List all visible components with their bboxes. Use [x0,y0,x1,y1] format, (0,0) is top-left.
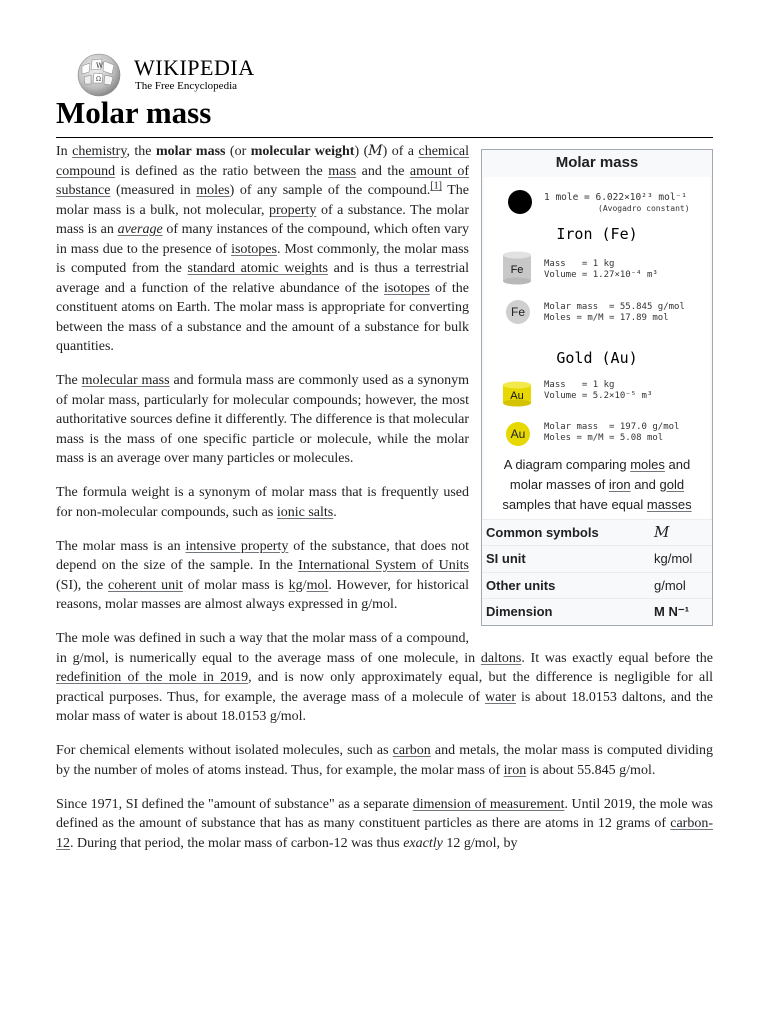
link-molecular-mass[interactable]: molecular mass [81,373,170,388]
iron-atom-icon: Fe [506,300,530,324]
caption-text: A diagram comparing [503,456,631,472]
term-molecular-weight: molecular weight [250,144,355,159]
infobox-row [482,546,712,573]
link-international-system-of-units[interactable]: International System of Units [298,558,469,573]
paragraph-7: Since 1971, SI defined the "amount of substance" as a separate dimension of measurement. Until 2019, the mole was defined as the amount of substance that has as many constituent particles as there are atoms in 12 grams of carbon-12. During that period, the molar mass of carbon-12 was thus exactly 12 g/mol, by [56,796,713,851]
link-moles-caption[interactable]: moles [630,456,665,472]
mole-dot-icon [508,190,532,214]
link-property[interactable]: property [269,202,317,218]
iron-atom-text: Molar mass = 55.845 g/mol Moles = m/M = 17.89 mol [544,301,685,323]
infobox-key: Other units [482,572,650,599]
link-standard-atomic-weights[interactable]: standard atomic weights [187,261,328,276]
infobox-key: SI unit [482,546,650,573]
svg-text:Ω: Ω [96,76,101,83]
term-molar-mass: molar mass [155,144,226,159]
link-carbon[interactable]: carbon [392,743,431,758]
link-daltons[interactable]: daltons [480,650,522,666]
link-carbon-12[interactable]: carbon-12 [56,816,713,851]
infobox [481,149,713,626]
paragraph-6: For chemical elements without isolated molecules, such as carbon and metals, the molar mass is computed dividing by the number of moles of atoms instead. Thus, for example, the molar mass of iron is about 55.845 g/mol. [56,743,713,778]
link-average[interactable]: average [117,222,163,237]
link-iron-caption[interactable]: iron [608,476,631,492]
infobox-value: M [650,519,712,546]
link-iron[interactable]: iron [503,762,527,778]
wikipedia-tagline: The Free Encyclopedia [135,80,238,92]
link-gold-caption[interactable]: gold [659,476,685,492]
reference-1[interactable]: [1] [430,180,442,192]
caption-text: and [630,476,660,492]
infobox-value: g/mol [650,572,712,599]
link-redefinition-of-the-mole[interactable]: redefinition of the mole in 2019 [56,670,249,685]
paragraph-5: The mole was defined in such a way that the molar mass of a compound, in g/mol, is numerically equal to the average mass of one molecule, in daltons. It was exactly equal before the redefinition of the mole in 2019, and is now only approximately equal, but the difference is negligible for all practical purposes. Thus, for example, the average mass of a molecule of water is about 18.0153 daltons, and the molar mass of water is about 18.0153 g/mol. [56,631,714,724]
infobox-caption [484,453,710,519]
svg-text:W: W [96,62,104,70]
link-moles[interactable]: moles [196,183,230,198]
link-isotopes-2[interactable]: isotopes [383,280,430,296]
infobox-value: kg/mol [650,546,712,573]
link-intensive-property[interactable]: intensive property [185,538,289,554]
gold-atom-icon: Au [506,422,530,446]
link-chemistry[interactable]: chemistry [72,144,127,159]
infobox-row [482,599,712,625]
avogadro-note: (Avogadro constant) [598,203,690,213]
caption-text: and molar masses of [509,456,691,492]
paragraph-4: The molar mass is an intensive property of the substance, that does not depend on the size of the sample. In the International System of Units (SI), the coherent unit of molar mass is kg/mol. However, for historical reasons, molar masses are almost always expressed in g/mol. [56,538,470,612]
link-dimension-of-measurement[interactable]: dimension of measurement [412,796,565,812]
infobox-row [482,572,712,599]
emphasis-exactly: exactly [403,835,443,851]
infobox-title: Molar mass [555,154,639,171]
link-chemical-compound[interactable]: chemical compound [56,144,470,179]
infobox-value: M N⁻¹ [650,599,712,625]
mole-definition: 1 mole = 6.022×10²³ mol⁻¹ [544,191,687,203]
gold-cylinder-text: Mass = 1 kg Volume = 5.2×10⁻⁵ m³ [544,379,653,401]
iron-cylinder-label: Fe [510,263,524,276]
infobox-key: Dimension [482,599,650,625]
infobox-row [482,519,712,546]
link-ionic-salts[interactable]: ionic salts [276,504,334,520]
iron-cylinder-text: Mass = 1 kg Volume = 1.27×10⁻⁴ m³ [544,258,658,280]
link-coherent-unit[interactable]: coherent unit [108,577,183,593]
caption-text: samples that have equal [502,496,647,512]
infobox-table [482,519,712,625]
paragraph-2: The molecular mass and formula mass are commonly used as a synonym of molar mass, particularly for molecular compounds; however, the most authoritative sources define it differently. The difference is that molecular mass is the mass of one specific particle or molecule, while the molar mass is an average over many particles or molecules. [56,373,469,466]
link-water[interactable]: water [484,689,517,705]
link-kg[interactable]: kg [288,577,303,593]
link-masses-caption[interactable]: masses [646,496,692,512]
link-mol[interactable]: mol [306,577,329,593]
link-amount-of-substance[interactable]: amount of substance [56,163,470,198]
iron-header: Iron (Fe) [556,224,638,243]
page-title: Molar mass [56,95,212,130]
infobox-key: Common symbols [482,519,650,546]
iron-cylinder-icon [502,251,532,285]
gold-atom-text: Molar mass = 197.0 g/mol Moles = m/M = 5.08 mol [544,421,680,443]
article-body [56,142,713,868]
paragraph-1: In chemistry, the molar mass (or molecular weight) (M) of a chemical compound is defined as the ratio between the mass and the amount of substance (measured in moles) of any sample of the compound.[1] The molar mass is a bulk, not molecular, property of a substance. The molar mass is an average of many instances of the compound, which often vary in mass due to the presence of isotopes. Most commonly, the molar mass is computed from the standard atomic weights and is thus a terrestrial average and a function of the relative abundance of the isotopes of the constituent atoms on Earth. The molar mass is appropriate for converting between the mass of a substance and the amount of a substance for bulk quantities. [56,143,470,354]
link-mass[interactable]: mass [328,163,357,179]
gold-cylinder-label: Au [510,389,524,402]
title-divider [56,137,713,138]
paragraph-3: The formula weight is a synonym of molar mass that is frequently used for non-molecular compounds, such as ionic salts. [56,485,469,520]
gold-header: Gold (Au) [556,348,638,367]
wikipedia-wordmark[interactable]: WIKIPEDIA [134,55,255,80]
gold-cylinder-icon [502,375,532,409]
wikipedia-globe-logo[interactable] [74,52,124,98]
link-isotopes[interactable]: isotopes [231,241,277,257]
molar-mass-diagram[interactable] [484,177,710,453]
symbol-M: M [368,143,383,159]
